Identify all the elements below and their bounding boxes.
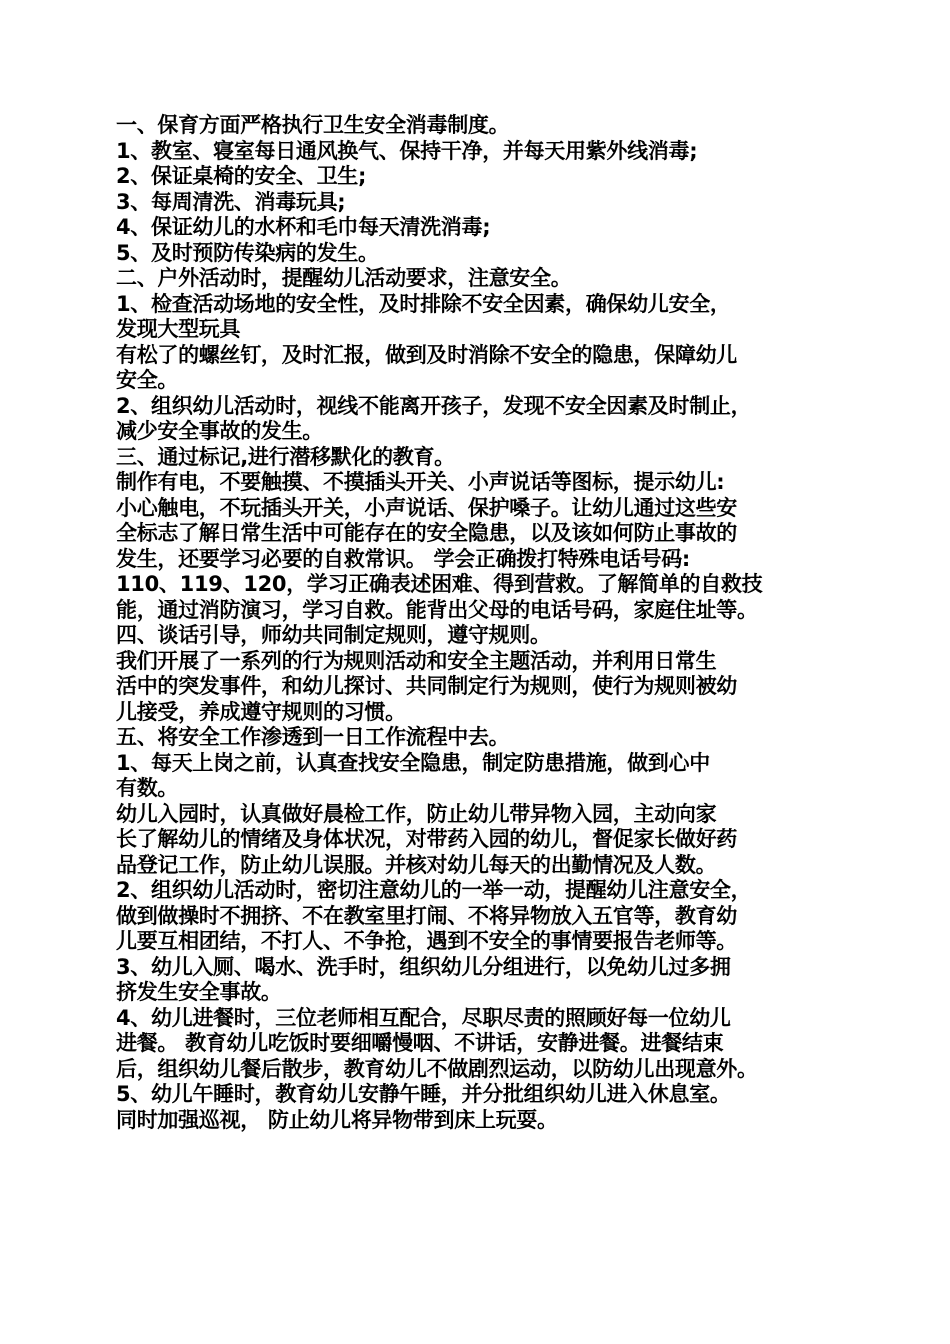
document-body (116, 113, 846, 1133)
text-line: 1、每天上岗之前，认真查找安全隐患，制定防患措施，做到心中 (116, 750, 710, 775)
text-line: 发现大型玩具 (116, 317, 241, 341)
text-line: 2、组织幼儿活动时，视线不能离开孩子，发现不安全因素及时制止， (116, 393, 752, 418)
text-line: 4、保证幼儿的水杯和毛巾每天清洗消毒; (116, 215, 491, 239)
text-line: 同时加强巡视， 防止幼儿将异物带到床上玩耍。 (116, 1107, 558, 1132)
text-line: 制作有电，不要触摸、不摸插头开关、小声说话等图标，提示幼儿: (116, 470, 725, 494)
text-line: 品登记工作，防止幼儿误服。并核对幼儿每天的出勤情况及人数。 (116, 852, 717, 877)
text-line: 2、保证桌椅的安全、卫生; (116, 164, 367, 188)
text-line: 进餐。 教育幼儿吃饭时要细嚼慢咽、不讲话，安静进餐。进餐结束 (116, 1031, 724, 1055)
text-line: 110、119、120，学习正确表述困难、得到营救。了解简单的自救技 (116, 572, 763, 596)
text-line: 3、幼儿入厕、喝水、洗手时，组织幼儿分组进行，以免幼儿过多拥 (116, 954, 731, 979)
text-line: 后，组织幼儿餐后散步，教育幼儿不做剧烈运动，以防幼儿出现意外。 (116, 1056, 758, 1081)
text-line: 发生，还要学习必要的自救常识。 学会正确拨打特殊电话号码: (116, 546, 691, 571)
heading-5: 五、将安全工作渗透到一日工作流程中去。 (116, 725, 510, 749)
text-line: 2、组织幼儿活动时，密切注意幼儿的一举一动，提醒幼儿注意安全， (116, 878, 752, 902)
heading-4: 四、谈话引导，师幼共同制定规则，遵守规则。 (116, 623, 551, 647)
heading-1: 一、保育方面严格执行卫生安全消毒制度。 (116, 113, 510, 137)
text-line: 做到做操时不拥挤、不在教室里打闹、不将异物放入五官等，教育幼 (116, 903, 737, 928)
text-line: 有数。 (116, 776, 179, 800)
text-line: 活中的突发事件，和幼儿探讨、共同制定行为规则，使行为规则被幼 (116, 674, 737, 698)
text-line: 5、幼儿午睡时，教育幼儿安静午睡，并分批组织幼儿进入休息室。 (116, 1082, 731, 1106)
text-line: 4、幼儿进餐时，三位老师相互配合，尽职尽责的照顾好每一位幼儿 (116, 1005, 731, 1030)
text-line: 我们开展了一系列的行为规则活动和安全主题活动，并利用日常生 (116, 648, 717, 673)
text-line: 1、检查活动场地的安全性，及时排除不安全因素，确保幼儿安全， (116, 291, 731, 316)
text-line: 幼儿入园时，认真做好晨检工作，防止幼儿带异物入园，主动向家 (116, 801, 717, 826)
heading-2: 二、户外活动时，提醒幼儿活动要求，注意安全。 (116, 266, 572, 290)
text-line: 全标志了解日常生活中可能存在的安全隐患，以及该如何防止事故的 (116, 521, 737, 545)
text-line: 安全。 (116, 368, 179, 392)
text-line: 儿要互相团结，不打人、不争抢，遇到不安全的事情要报告老师等。 (116, 929, 737, 953)
heading-3: 三、通过标记,进行潜移默化的教育。 (116, 444, 455, 469)
text-line: 挤发生安全事故。 (116, 980, 282, 1004)
text-line: 长了解幼儿的情绪及身体状况，对带药入园的幼儿，督促家长做好药 (116, 827, 737, 851)
text-line: 儿接受，养成遵守规则的习惯。 (116, 699, 406, 724)
text-line: 3、每周清洗、消毒玩具; (116, 189, 346, 214)
text-line: 能，通过消防演习，学习自救。能背出父母的电话号码，家庭住址等。 (116, 597, 758, 622)
text-line: 5、及时预防传染病的发生。 (116, 240, 379, 265)
text-line: 减少安全事故的发生。 (116, 419, 323, 443)
text-line: 1、教室、寝室每日通风换气、保持干净，并每天用紫外线消毒; (116, 138, 698, 163)
text-line: 小心触电，不玩插头开关，小声说话、保护嗓子。让幼儿通过这些安 (116, 495, 737, 520)
text-line: 有松了的螺丝钉，及时汇报，做到及时消除不安全的隐患，保障幼儿 (116, 342, 737, 367)
